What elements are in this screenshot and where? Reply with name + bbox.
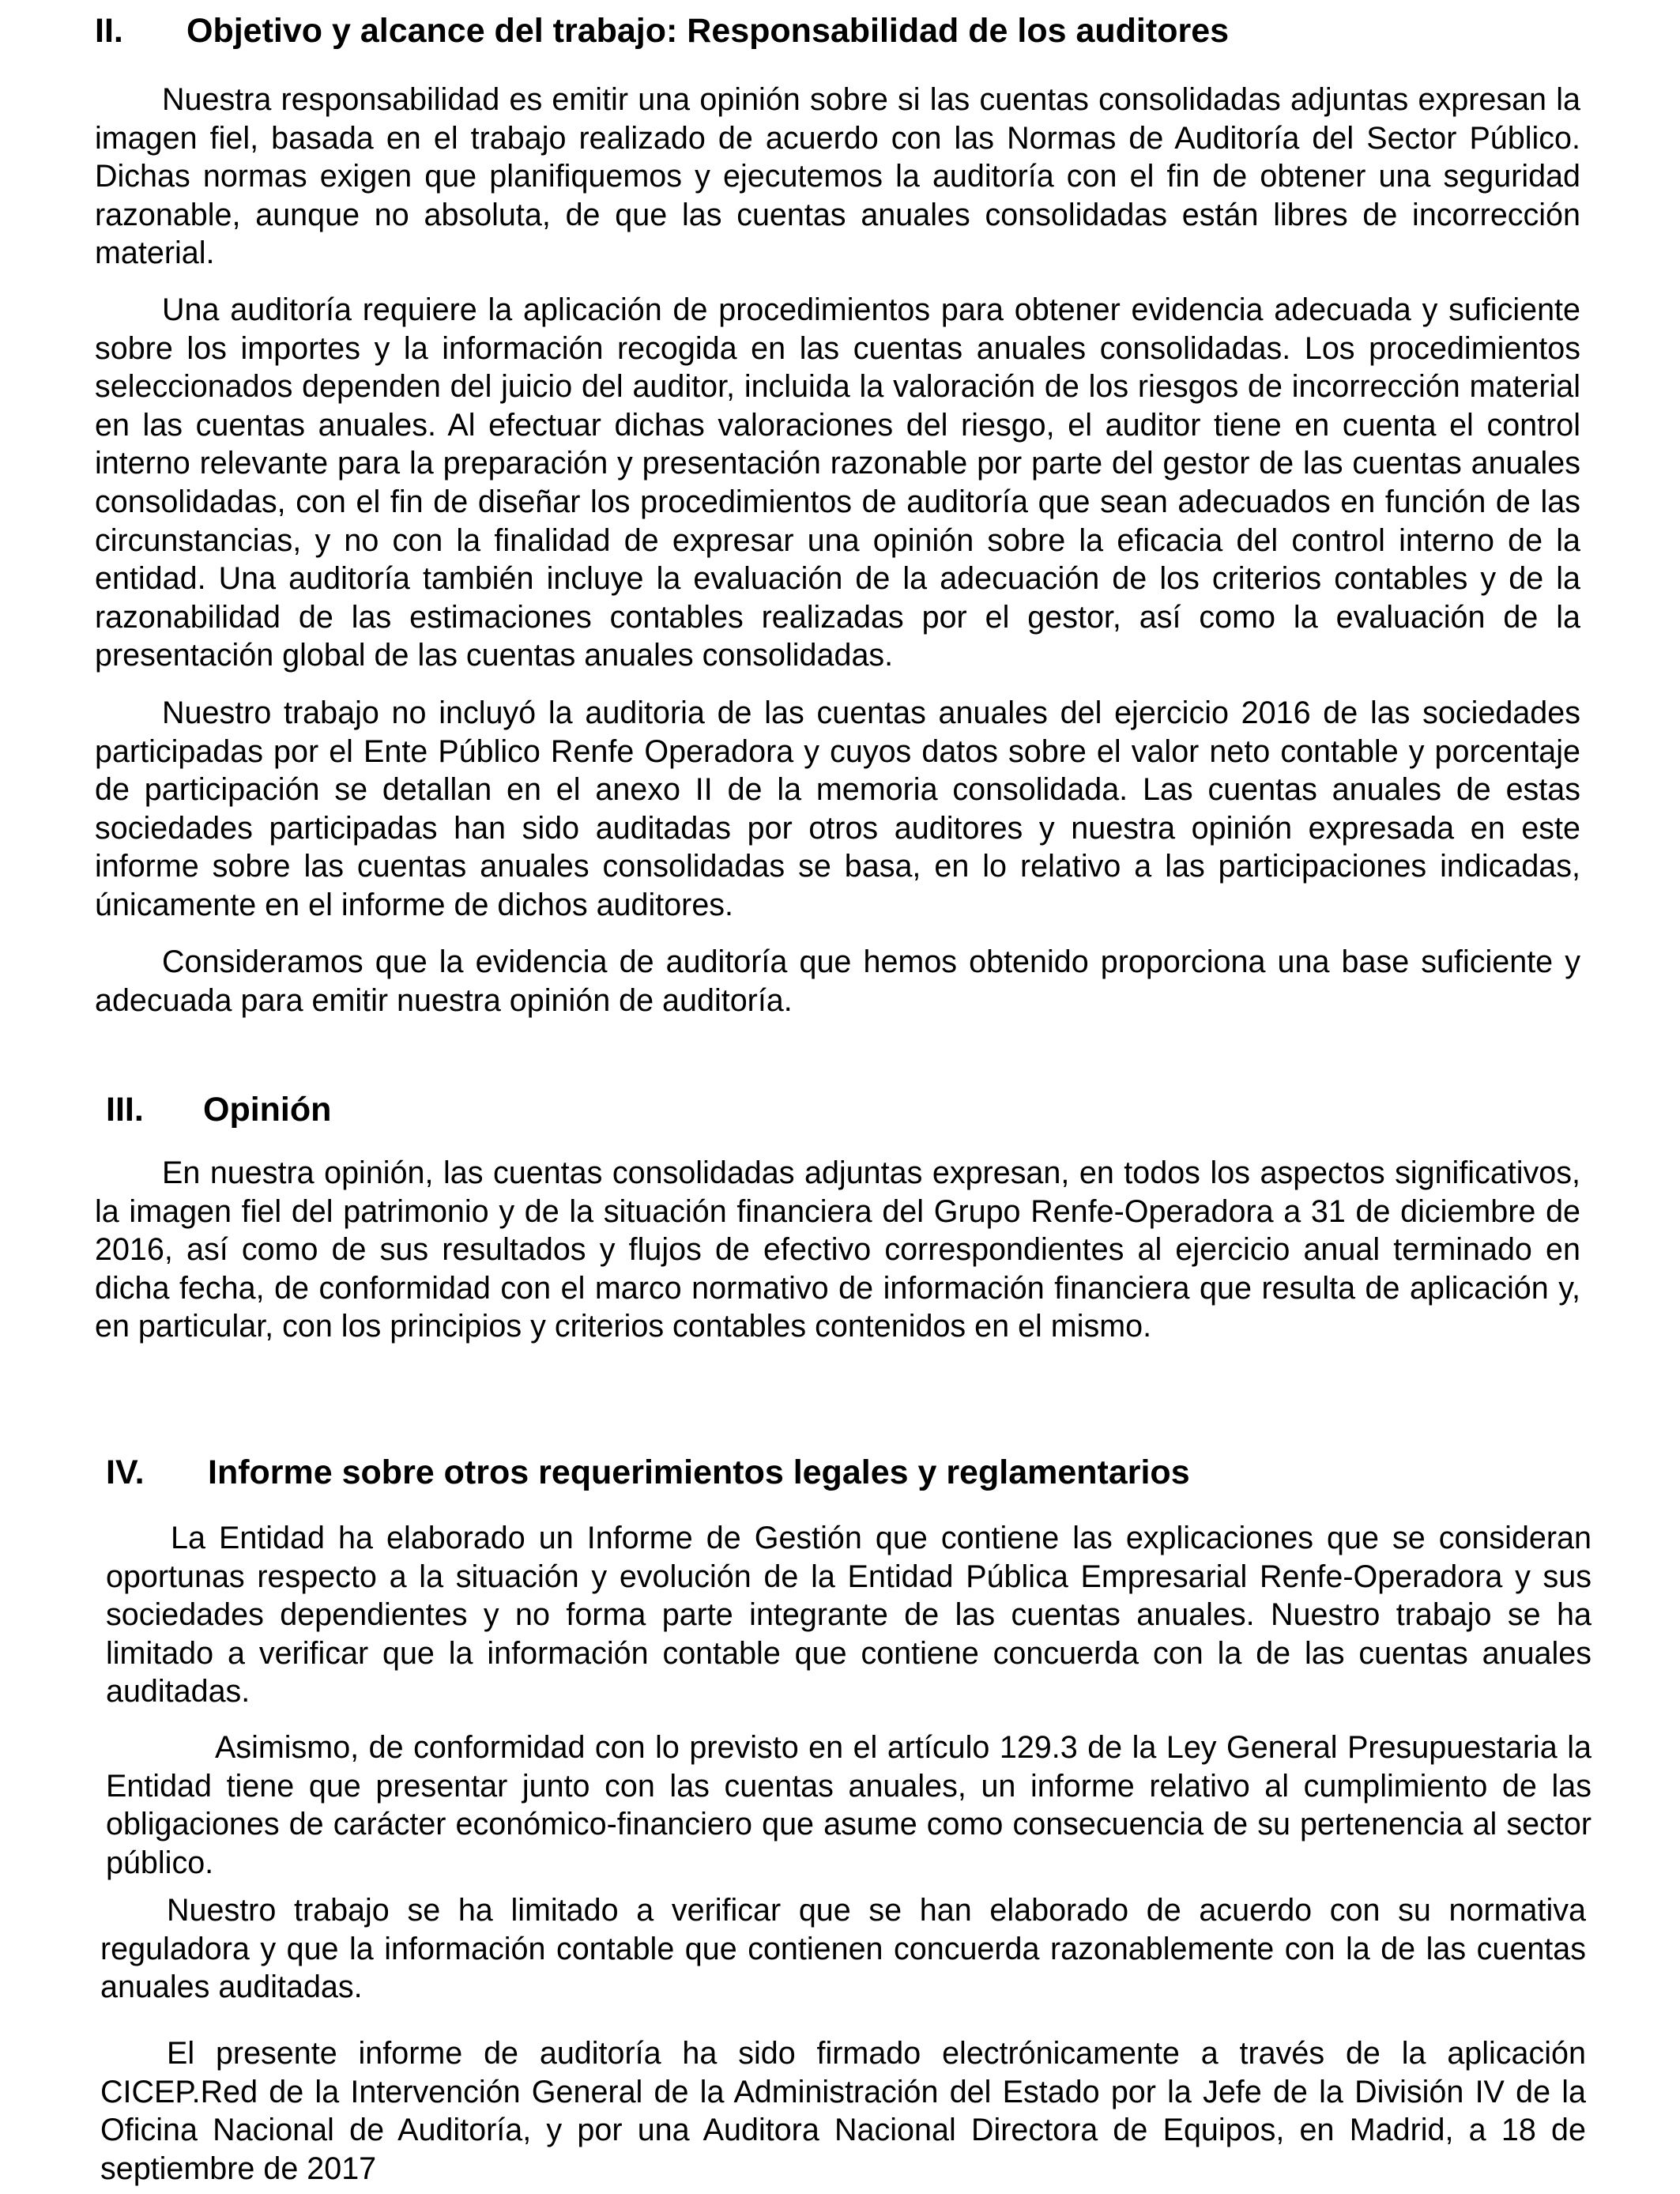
paragraph-signature: El presente informe de auditoría ha sido firmado electrónicamente a través de la aplicación CICEP.Red de la Intervención General de la Administración del Estado por la Jefe de la División IV de la Oficina Nacional de Auditoría, y por una Auditora Nacional Directora de Equipos, en Madrid, a 18 de septiembre de 2017 (100, 2036, 1586, 2186)
section-heading-objetivo (95, 11, 1229, 51)
paragraph: La Entidad ha elaborado un Informe de Gestión que contiene las explicaciones que se consideran oportunas respecto a la situación y evolución de la Entidad Pública Empresarial Renfe-Operadora y sus sociedades dependientes y no forma parte integrante de las cuentas anuales. Nuestro trabajo se ha limitado a verificar que la información contable que contiene concuerda con la de las cuentas anuales auditadas. (106, 1521, 1591, 1710)
section-title: Objetivo y alcance del trabajo: Responsabilidad de los auditores (186, 12, 1230, 50)
section-number: IV. (106, 1453, 145, 1491)
section-number: II. (95, 12, 123, 50)
section-title: Informe sobre otros requerimientos legales y reglamentarios (208, 1453, 1190, 1491)
paragraph: Una auditoría requiere la aplicación de procedimientos para obtener evidencia adecuada y suficiente sobre los importes y la información recogida en las cuentas anuales consolidadas. Los procedimientos seleccionados dependen del juicio del auditor, incluida la valoración de los riesgos de incorrección material en las cuentas anuales. Al efectuar dichas valoraciones del riesgo, el auditor tiene en cuenta el control interno relevante para la preparación y presentación razonable por parte del gestor de las cuentas anuales consolidadas, con el fin de diseñar los procedimientos de auditoría que sean adecuados en función de las circunstancias, y no con la finalidad de expresar una opinión sobre la eficacia del control interno de la entidad. Una auditoría también incluye la evaluación de la adecuación de los criterios contables y de la razonabilidad de las estimaciones contables realizadas por el gestor, así como la evaluación de la presentación global de las cuentas anuales consolidadas. (95, 292, 1580, 673)
paragraph: En nuestra opinión, las cuentas consolidadas adjuntas expresan, en todos los aspectos significativos, la imagen fiel del patrimonio y de la situación financiera del Grupo Renfe-Operadora a 31 de diciembre de 2016, así como de sus resultados y flujos de efectivo correspondientes al ejercicio anual terminado en dicha fecha, de conformidad con el marco normativo de información financiera que resulta de aplicación y, en particular, con los principios y criterios contables contenidos en el mismo. (95, 1155, 1580, 1344)
section-number: III. (106, 1091, 144, 1129)
paragraph: Nuestro trabajo se ha limitado a verificar que se han elaborado de acuerdo con su normativa reguladora y que la información contable que contienen concuerda razonablemente con la de las cuentas anuales auditadas. (100, 1893, 1586, 2005)
paragraph: Nuestra responsabilidad es emitir una opinión sobre si las cuentas consolidadas adjuntas expresan la imagen fiel, basada en el trabajo realizado de acuerdo con las Normas de Auditoría del Sector Público. Dichas normas exigen que planifiquemos y ejecutemos la auditoría con el fin de obtener una seguridad razonable, aunque no absoluta, de que las cuentas anuales consolidadas están libres de incorrección material. (95, 82, 1580, 271)
paragraph: Nuestro trabajo no incluyó la auditoria de las cuentas anuales del ejercicio 2016 de las sociedades participadas por el Ente Público Renfe Operadora y cuyos datos sobre el valor neto contable y porcentaje de participación se detallan en el anexo II de la memoria consolidada. Las cuentas anuales de estas sociedades participadas han sido auditadas por otros auditores y nuestra opinión expresada en este informe sobre las cuentas anuales consolidadas se basa, en lo relativo a las participaciones indicadas, únicamente en el informe de dichos auditores. (95, 696, 1580, 922)
section-title: Opinión (203, 1091, 332, 1129)
section-heading-informe (106, 1453, 1190, 1492)
section-heading-opinion (106, 1090, 331, 1129)
paragraph: Consideramos que la evidencia de auditoría que hemos obtenido proporciona una base suficiente y adecuada para emitir nuestra opinión de auditoría. (95, 944, 1580, 1018)
paragraph: Asimismo, de conformidad con lo previsto en el artículo 129.3 de la Ley General Presupuestaria la Entidad tiene que presentar junto con las cuentas anuales, un informe relativo al cumplimiento de las obligaciones de carácter económico-financiero que asume como consecuencia de su pertenencia al sector público. (106, 1730, 1591, 1880)
